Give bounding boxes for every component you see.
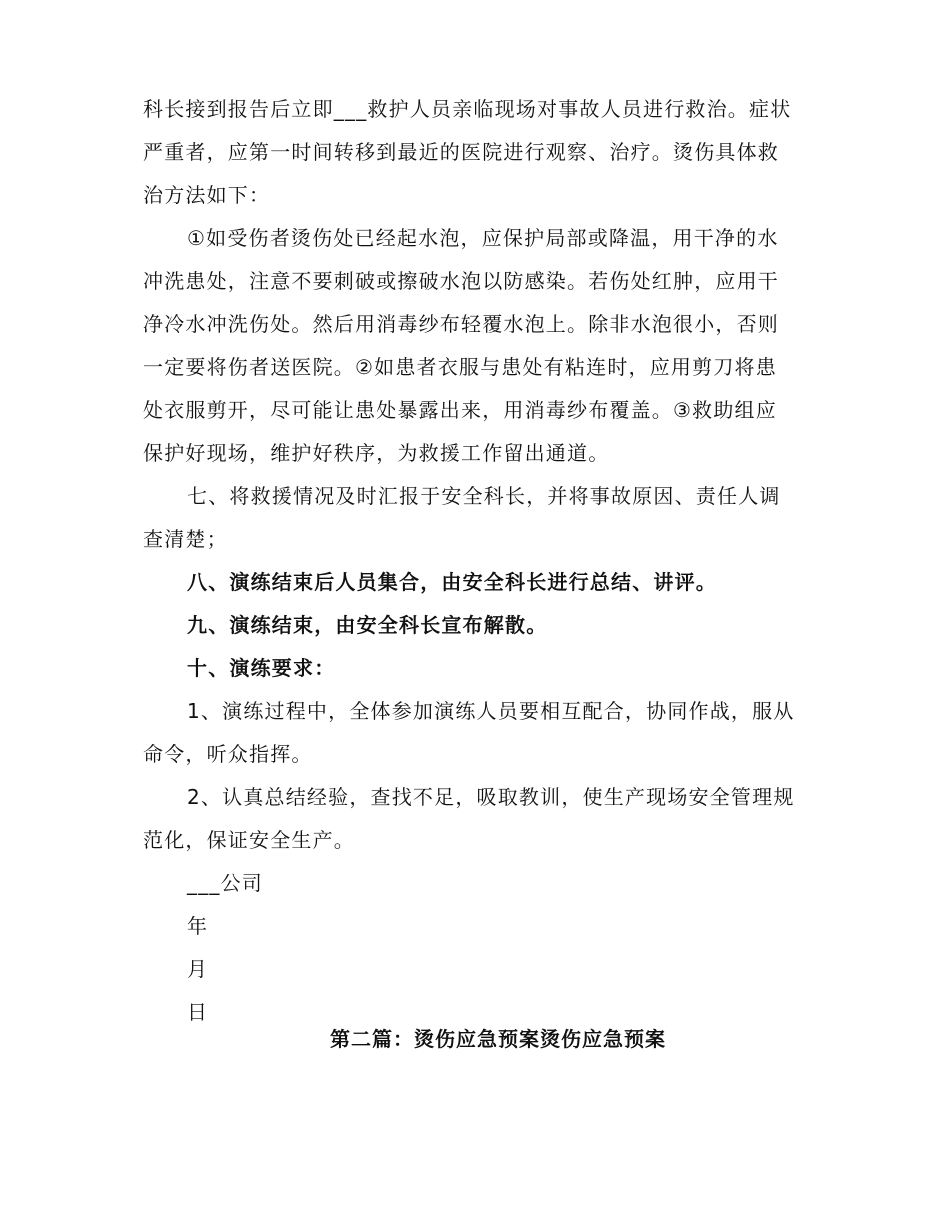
signature-day: 日: [187, 1000, 209, 1024]
body-text-line: 命令，听众指挥。: [143, 742, 313, 766]
body-text-line: 范化，保证安全生产。: [143, 828, 355, 852]
body-text-line: 保护好现场，维护好秩序，为救援工作留出通道。: [143, 441, 610, 465]
section-seven-text: 七、将救援情况及时汇报于安全科长，并将事故原因、责任人调: [187, 484, 781, 508]
signature-company: ___公司: [187, 871, 263, 895]
requirement-item-2: 2、认真总结经验，查找不足，吸取教训，使生产现场安全管理规: [187, 785, 795, 809]
section-ten-heading: 十、演练要求：: [187, 656, 336, 680]
body-text-line: 严重者，应第一时间转移到最近的医院进行观察、治疗。烫伤具体救: [143, 140, 779, 164]
requirement-item-1: 1、演练过程中，全体参加演练人员要相互配合，协同作战，服从: [187, 699, 795, 723]
body-text-line: 净冷水冲洗伤处。然后用消毒纱布轻覆水泡上。除非水泡很小，否则: [143, 312, 779, 336]
section-nine-heading: 九、演练结束，由安全科长宣布解散。: [187, 613, 548, 637]
body-text-line: 冲洗患处，注意不要刺破或擦破水泡以防感染。若伤处红肿，应用干: [143, 269, 779, 293]
body-text-line: 科长接到报告后立即___救护人员亲临现场对事故人员进行救治。症状: [143, 97, 792, 121]
body-text-line: 治方法如下：: [143, 183, 271, 207]
signature-month: 月: [187, 957, 209, 981]
section-title: 第二篇：烫伤应急预案烫伤应急预案: [330, 1027, 666, 1051]
body-text-line: 一定要将伤者送医院。②如患者衣服与患处有粘连时，应用剪刀将患: [143, 355, 777, 379]
body-text-line: ①如受伤者烫伤处已经起水泡，应保护局部或降温，用干净的水: [187, 226, 779, 250]
body-text-line: 处衣服剪开，尽可能让患处暴露出来，用消毒纱布覆盖。③救助组应: [143, 398, 777, 422]
body-text-line: 查清楚；: [143, 527, 228, 551]
signature-year: 年: [187, 914, 209, 938]
section-eight-heading: 八、演练结束后人员集合，由安全科长进行总结、讲评。: [187, 570, 717, 594]
